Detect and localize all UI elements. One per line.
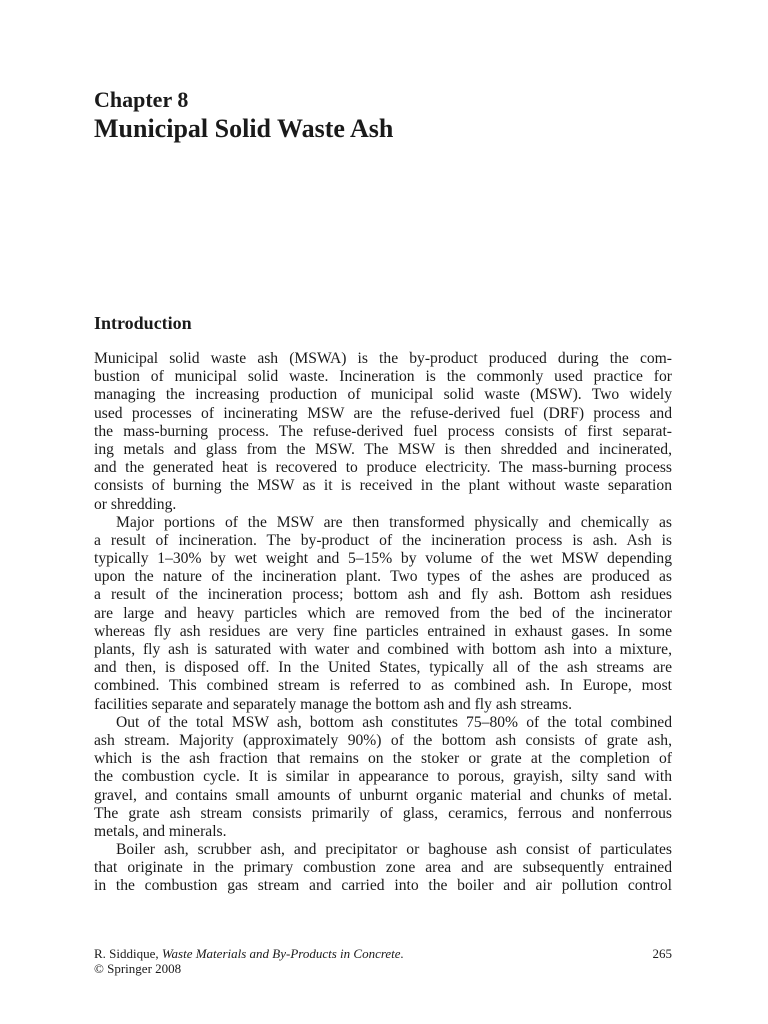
body-line: managing the increasing production of municipal solid waste (MSW). Two widely (94, 386, 672, 404)
footer-citation (94, 946, 404, 961)
footer-citation-row (94, 946, 672, 961)
body-line: bustion of municipal solid waste. Incineration is the commonly used practice for (94, 368, 672, 386)
body-line: which is the ash fraction that remains on the stoker or grate at the completion of (94, 750, 672, 768)
body-line: ash stream. Majority (approximately 90%) of the bottom ash consists of grate ash, (94, 731, 672, 749)
body-line: typically 1–30% by wet weight and 5–15% by volume of the wet MSW depending (94, 550, 672, 568)
body-line: and the generated heat is recovered to produce electricity. The mass-burning process (94, 459, 672, 477)
body-line: a result of incineration. The by-product of the incineration process is ash. Ash is (94, 531, 672, 549)
page-number: 265 (652, 946, 672, 961)
body-line: upon the nature of the incineration plant. Two types of the ashes are produced as (94, 568, 672, 586)
body-line: and then, is disposed off. In the United States, typically all of the ash streams are (94, 659, 672, 677)
body-line: Out of the total MSW ash, bottom ash constitutes 75–80% of the total combined (116, 713, 672, 731)
body-line: Boiler ash, scrubber ash, and precipitator or baghouse ash consist of particulates (116, 841, 672, 859)
body-line: combined. This combined stream is referred to as combined ash. In Europe, most (94, 677, 672, 695)
body-line: that originate in the primary combustion zone area and are subsequently entrained (94, 859, 672, 877)
body-line: in the combustion gas stream and carried into the boiler and air pollution control (94, 877, 672, 895)
body-line: Municipal solid waste ash (MSWA) is the by-product produced during the com- (94, 350, 672, 367)
body-line: or shredding. (94, 495, 177, 513)
footer-copyright: © Springer 2008 (94, 961, 182, 976)
body-line: the mass-burning process. The refuse-derived fuel process consists of first separat- (94, 422, 672, 440)
section-heading: Introduction (94, 313, 192, 333)
body-line: gravel, and contains small amounts of unburnt organic material and chunks of metal. (94, 786, 672, 804)
body-line: ing metals and glass from the MSW. The MSW is then shredded and incinerated, (94, 440, 672, 458)
body-line: facilities separate and separately manage the bottom ash and fly ash streams. (94, 695, 573, 713)
body-line: a result of the incineration process; bottom ash and fly ash. Bottom ash residues (94, 586, 672, 604)
chapter-label: Chapter 8 (94, 87, 189, 112)
body-line: consists of burning the MSW as it is received in the plant without waste separation (94, 477, 672, 495)
body-text (94, 350, 672, 896)
body-line: Major portions of the MSW are then transformed physically and chemically as (116, 513, 672, 531)
body-line: plants, fly ash is saturated with water and combined with bottom ash into a mixture, (94, 641, 672, 658)
body-line: metals, and minerals. (94, 822, 227, 840)
body-line: are large and heavy particles which are removed from the bed of the incinerator (94, 604, 672, 622)
body-line: whereas fly ash residues are very fine particles entrained in exhaust gases. In some (94, 622, 672, 640)
footer-copyright-row (94, 961, 672, 976)
body-line: the combustion cycle. It is similar in appearance to porous, grayish, silty sand with (94, 768, 672, 786)
body-line: used processes of incinerating MSW are the refuse-derived fuel (DRF) process and (94, 404, 672, 422)
footer-book-title: Waste Materials and By-Products in Concrete. (161, 946, 404, 961)
chapter-title: Municipal Solid Waste Ash (94, 114, 394, 143)
page-footer (94, 946, 672, 976)
body-line: The grate ash stream consists primarily of glass, ceramics, ferrous and nonferrous (94, 804, 672, 822)
footer-author: R. Siddique, (94, 946, 159, 961)
